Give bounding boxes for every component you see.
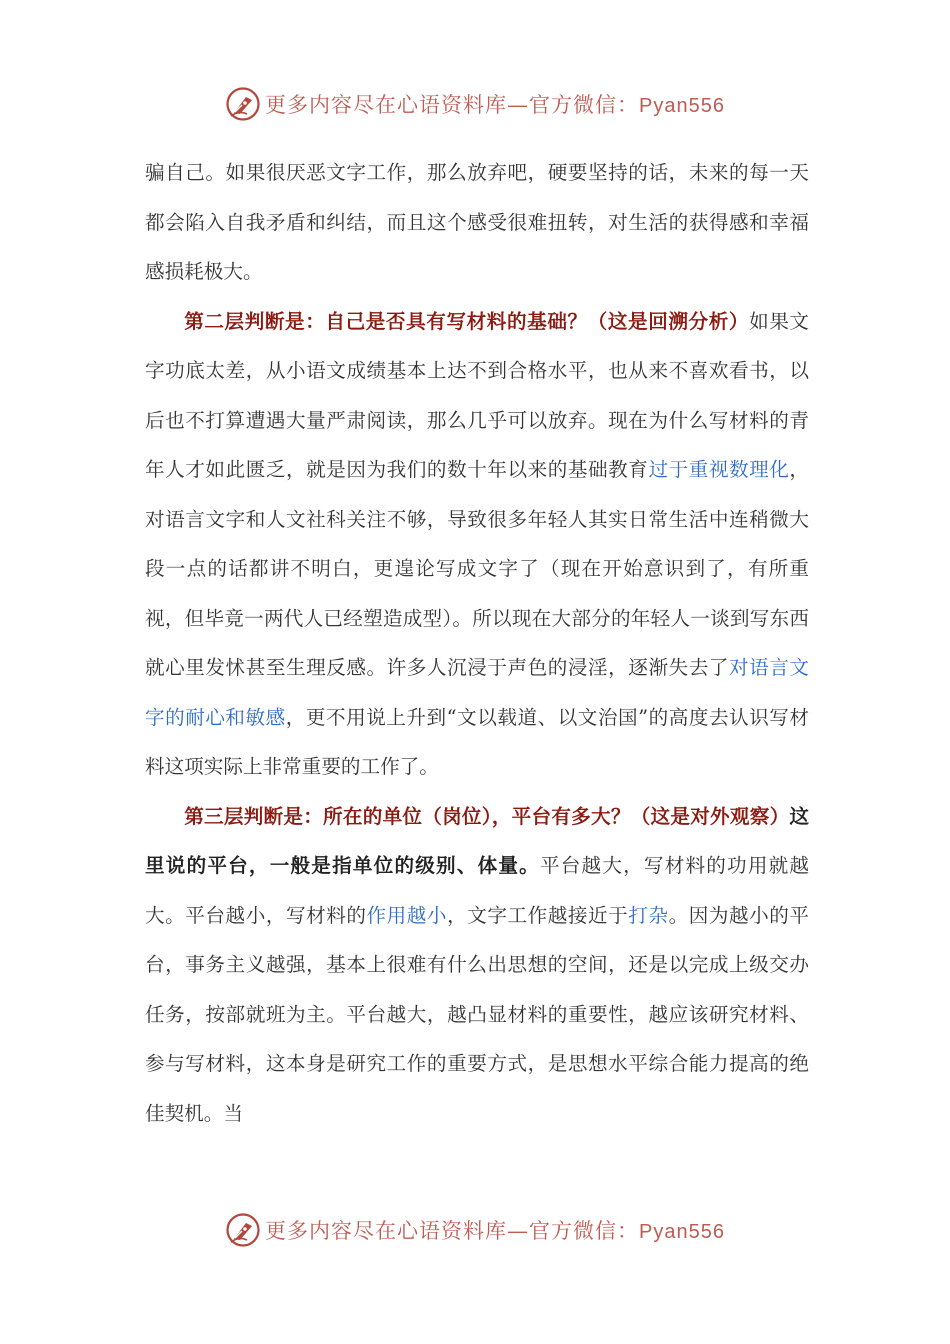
paragraph-3-bold-text: 这里说的平台，一般是指单位的级别、体量。: [145, 804, 809, 877]
footer-wechat-id: Pyan556: [639, 1221, 725, 1243]
paragraph-3-text-b: ，文字工作越接近于: [447, 903, 629, 927]
paragraph-1-text: 骗自己。如果很厌恶文字工作，那么放弃吧，硬要坚持的话，未来的每一天都会陷入自我矛盾和纠结，而且这个感受很难扭转，对生活的获得感和幸福感损耗极大。: [145, 161, 809, 283]
paragraph-3-heading: 第三层判断是：所在的单位（岗位），平台有多大？（这是对外观察）: [184, 804, 790, 828]
paragraph-3-text-c: 。因为越小的平台，事务主义越强，基本上很难有什么出思想的空间，还是以完成上级交办任务，按部就班为主。平台越大，越凸显材料的重要性，越应该研究材料、参与写材料，这本身是研究工作的重要方式，是思想水平综合能力提高的绝佳契机。当: [145, 903, 810, 1125]
paragraph-2: [145, 297, 809, 792]
paragraph-1: [145, 148, 809, 297]
footer-slogan: 更多内容尽在心语资料库—官方微信：: [265, 1219, 640, 1243]
header-text: [265, 89, 725, 119]
link-language-patience[interactable]: 对语言文字的耐心和敏感: [145, 656, 810, 729]
footer-text: [265, 1215, 725, 1245]
paragraph-3-text-a: 平台越大，写材料的功用就越大。平台越小，写材料的: [145, 854, 810, 927]
paragraph-3: [145, 792, 809, 1139]
paragraph-2-heading: 第二层判断是：自己是否具有写材料的基础？（这是回溯分析）: [184, 309, 750, 333]
link-smaller-role[interactable]: 作用越小: [366, 903, 448, 927]
link-odd-jobs[interactable]: 打杂: [628, 903, 669, 927]
header-slogan: 更多内容尽在心语资料库—官方微信：: [265, 93, 640, 117]
paragraph-2-text-c: ，更不用说上升到“文以载道、以文治国”的高度去认识写材料这项实际上非常重要的工作了。: [145, 705, 809, 778]
paragraph-2-text-b: ，对语言文字和人文社科关注不够，导致很多年轻人其实日常生活中连稍微大段一点的话都讲不明白，更遑论写成文字了（现在开始意识到了，有所重视，但毕竟一两代人已经塑造成型）。所以现在大部分的年轻人一谈到写东西就心里发怵甚至生理反感。许多人沉浸于声色的浸淫，逐渐失去了: [145, 458, 810, 679]
article-body: [145, 148, 809, 1138]
pen-nib-logo-icon: [225, 1212, 261, 1248]
link-overemphasis-math-science[interactable]: 过于重视数理化: [648, 458, 790, 481]
wechat-id: Pyan556: [639, 95, 725, 117]
header-watermark: [0, 84, 950, 124]
paragraph-2-text-a: 如果文字功底太差，从小语文成绩基本上达不到合格水平，也从来不喜欢看书，以后也不打算遭遇大量严肃阅读，那么几乎可以放弃。现在为什么写材料的青年人才如此匮乏，就是因为我们的数十年以来的基础教育: [145, 309, 810, 481]
footer-watermark: [0, 1210, 950, 1250]
pen-nib-logo-icon: [225, 86, 261, 122]
